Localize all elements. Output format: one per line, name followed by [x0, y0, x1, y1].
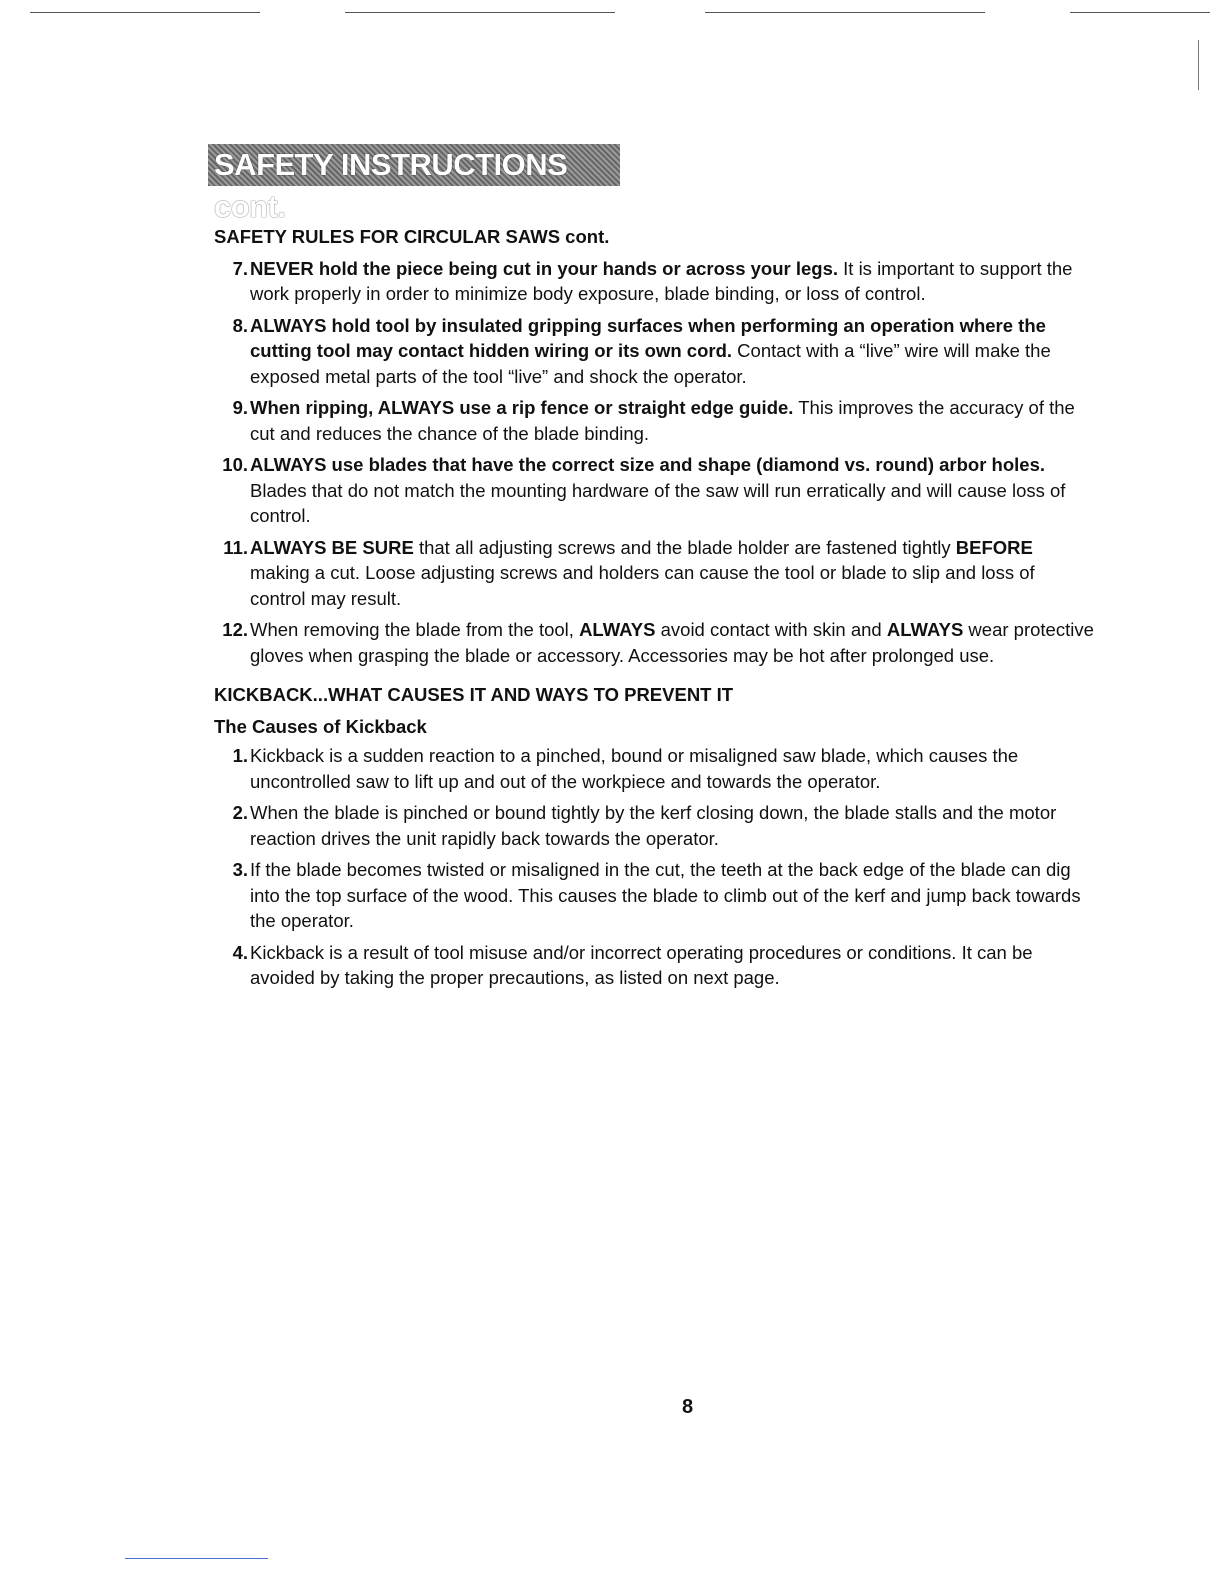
section-heading: KICKBACK...WHAT CAUSES IT AND WAYS TO PREVENT IT [214, 684, 734, 705]
body-text: Contact with a “live” wire will make the exposed metal parts of the tool “live” and shock the operator. [250, 340, 1051, 387]
emphasis-text: BEFORE [955, 536, 1033, 558]
item-number: 2. [232, 802, 248, 823]
list-item [214, 313, 1094, 390]
item-number: 9. [232, 397, 248, 418]
emphasis-text: ALWAYS [579, 619, 656, 640]
emphasis-text: ALWAYS BE SURE [250, 536, 414, 558]
body-text: This improves the accuracy of the cut and reduces the chance of the blade binding. [250, 397, 1075, 444]
safety-rules-list [214, 256, 1094, 669]
item-number: 12. [222, 619, 248, 640]
body-text: avoid contact with skin and [655, 619, 887, 640]
list-item [214, 857, 1094, 934]
scan-border-line [1070, 12, 1210, 13]
list-item [214, 535, 1094, 612]
emphasis-text: When ripping, ALWAYS use a rip fence or straight edge guide. [250, 397, 794, 418]
section-banner: SAFETY INSTRUCTIONS cont. [208, 144, 620, 186]
list-item [214, 617, 1094, 668]
item-number: 4. [232, 941, 248, 963]
list-item [214, 452, 1094, 529]
kickback-causes-list [214, 743, 1094, 991]
emphasis-text: ALWAYS [886, 619, 964, 640]
emphasis-text: ALWAYS use blades that have the correct size and shape (diamond vs. round) arbor holes. [250, 454, 1046, 475]
body-text: When the blade is pinched or bound tightly by the kerf closing down, the blade stalls and the motor reaction drives the unit rapidly back towards the operator. [250, 802, 1057, 849]
scan-border-line [345, 12, 615, 13]
list-item [214, 800, 1094, 851]
body-text: Kickback is a sudden reaction to a pinched, bound or misaligned saw blade, which causes the uncontrolled saw to lift up and out of the workpiece and towards the operator. [250, 745, 1019, 792]
scan-edge-line [125, 1558, 268, 1559]
body-text: When removing the blade from the tool, [250, 619, 580, 640]
scan-border-line [1198, 40, 1199, 90]
emphasis-text: NEVER hold the piece being cut in your hands or across your legs. [250, 257, 839, 279]
item-number: 3. [232, 859, 248, 880]
subsection-heading: The Causes of Kickback [214, 715, 427, 737]
body-text: If the blade becomes twisted or misaligned in the cut, the teeth at the back edge of the blade can dig into the top surface of the wood. This causes the blade to climb out of the kerf and jump back towards the operator. [250, 859, 1081, 931]
scan-border-line [30, 12, 260, 13]
page-number: 8 [682, 1396, 694, 1418]
item-number: 8. [232, 314, 248, 336]
document-body [214, 224, 1094, 997]
body-text: Kickback is a result of tool misuse and/or incorrect operating procedures or conditions. It can be avoided by taking the proper precautions, as listed on next page. [250, 941, 1033, 988]
item-number: 7. [232, 257, 248, 279]
list-item [214, 256, 1094, 307]
emphasis-text: ALWAYS hold tool by insulated gripping surfaces when performing an operation where the cutting tool may contact hidden wiring or its own cord. [250, 314, 1046, 361]
body-text: It is important to support the work properly in order to minimize body exposure, blade binding, or loss of control. [250, 257, 1073, 304]
body-text: making a cut. Loose adjusting screws and holders can cause the tool or blade to slip and loss of control may result. [250, 562, 1035, 609]
item-number: 10. [222, 454, 248, 475]
list-item [214, 940, 1094, 991]
item-number: 11. [223, 536, 248, 558]
body-text: that all adjusting screws and the blade holder are fastened tightly [413, 536, 956, 558]
section-heading: SAFETY RULES FOR CIRCULAR SAWS cont. [214, 226, 610, 247]
scan-border-line [705, 12, 985, 13]
body-text: Blades that do not match the mounting hardware of the saw will run erratically and will cause loss of control. [250, 479, 1066, 526]
item-number: 1. [232, 745, 248, 766]
body-text: wear protective gloves when grasping the blade or accessory. Accessories may be hot after prolonged use. [250, 619, 1094, 666]
list-item [214, 743, 1094, 794]
list-item [214, 395, 1094, 446]
